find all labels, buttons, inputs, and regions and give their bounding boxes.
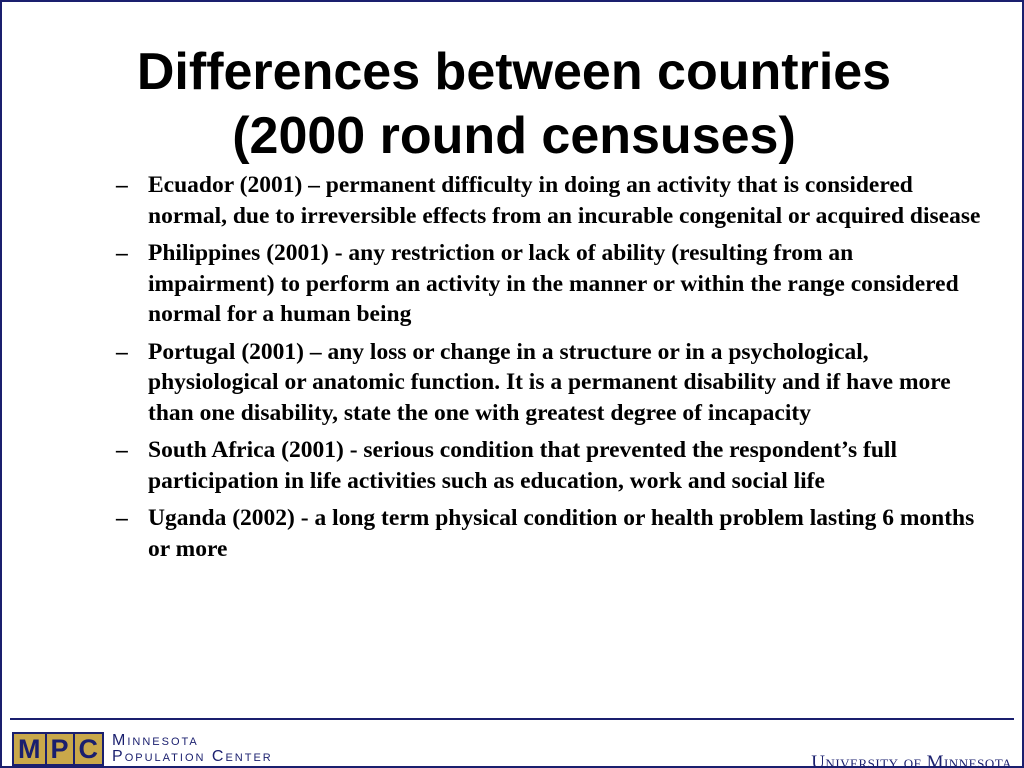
bullet-south-africa [112, 435, 982, 496]
bullet-text: Philippines (2001) - any restriction or lack of ability (resulting from an impairment) to perform an activity in the manner or within the range considered normal for a human being [148, 240, 959, 327]
bullet-text: South Africa (2001) - serious condition that prevented the respondent’s full participation in life activities such as education, work and social life [148, 437, 897, 494]
mpc-logo [12, 732, 273, 766]
university-wordmark: University of Minnesota [811, 752, 1012, 768]
bullet-text: Ecuador (2001) – permanent difficulty in doing an activity that is considered normal, due to irreversible effects from an incurable congenital or acquired disease [148, 172, 981, 229]
bullet-ecuador [112, 170, 982, 231]
bullet-text: Uganda (2002) - a long term physical condition or health problem lasting 6 months or more [148, 505, 975, 562]
mpc-org-name-line-1: Minnesota [112, 732, 199, 749]
bullet-dash: – [116, 240, 128, 266]
bullet-philippines [112, 238, 982, 330]
bullet-dash: – [116, 505, 128, 531]
slide-title [2, 40, 1024, 168]
definition-list [112, 170, 982, 571]
bullet-dash: – [116, 338, 128, 365]
mpc-logo-letter-p: P [47, 734, 75, 764]
slide-footer [2, 710, 1022, 766]
bullet-text: Portugal (2001) – any loss or change in a structure or in a psychological, physiological or anatomic function. It is a permanent disability and if have more than one disability, state the one with greatest degree of incapacity [148, 338, 951, 426]
mpc-logo-letter-c: C [78, 734, 99, 764]
bullet-uganda [112, 503, 982, 564]
mpc-org-name [112, 733, 273, 765]
mpc-logo-mark [12, 732, 104, 766]
slide-title-line-2: (2000 round censuses) [232, 107, 796, 165]
bullet-portugal [112, 337, 982, 429]
mpc-org-name-line-2: Population Center [112, 748, 273, 765]
slide-title-line-1: Differences between countries [136, 43, 892, 101]
bullet-dash: – [116, 172, 128, 198]
bullet-dash: – [116, 437, 128, 463]
mpc-logo-letter-m: M [14, 734, 47, 764]
footer-divider [10, 718, 1014, 720]
